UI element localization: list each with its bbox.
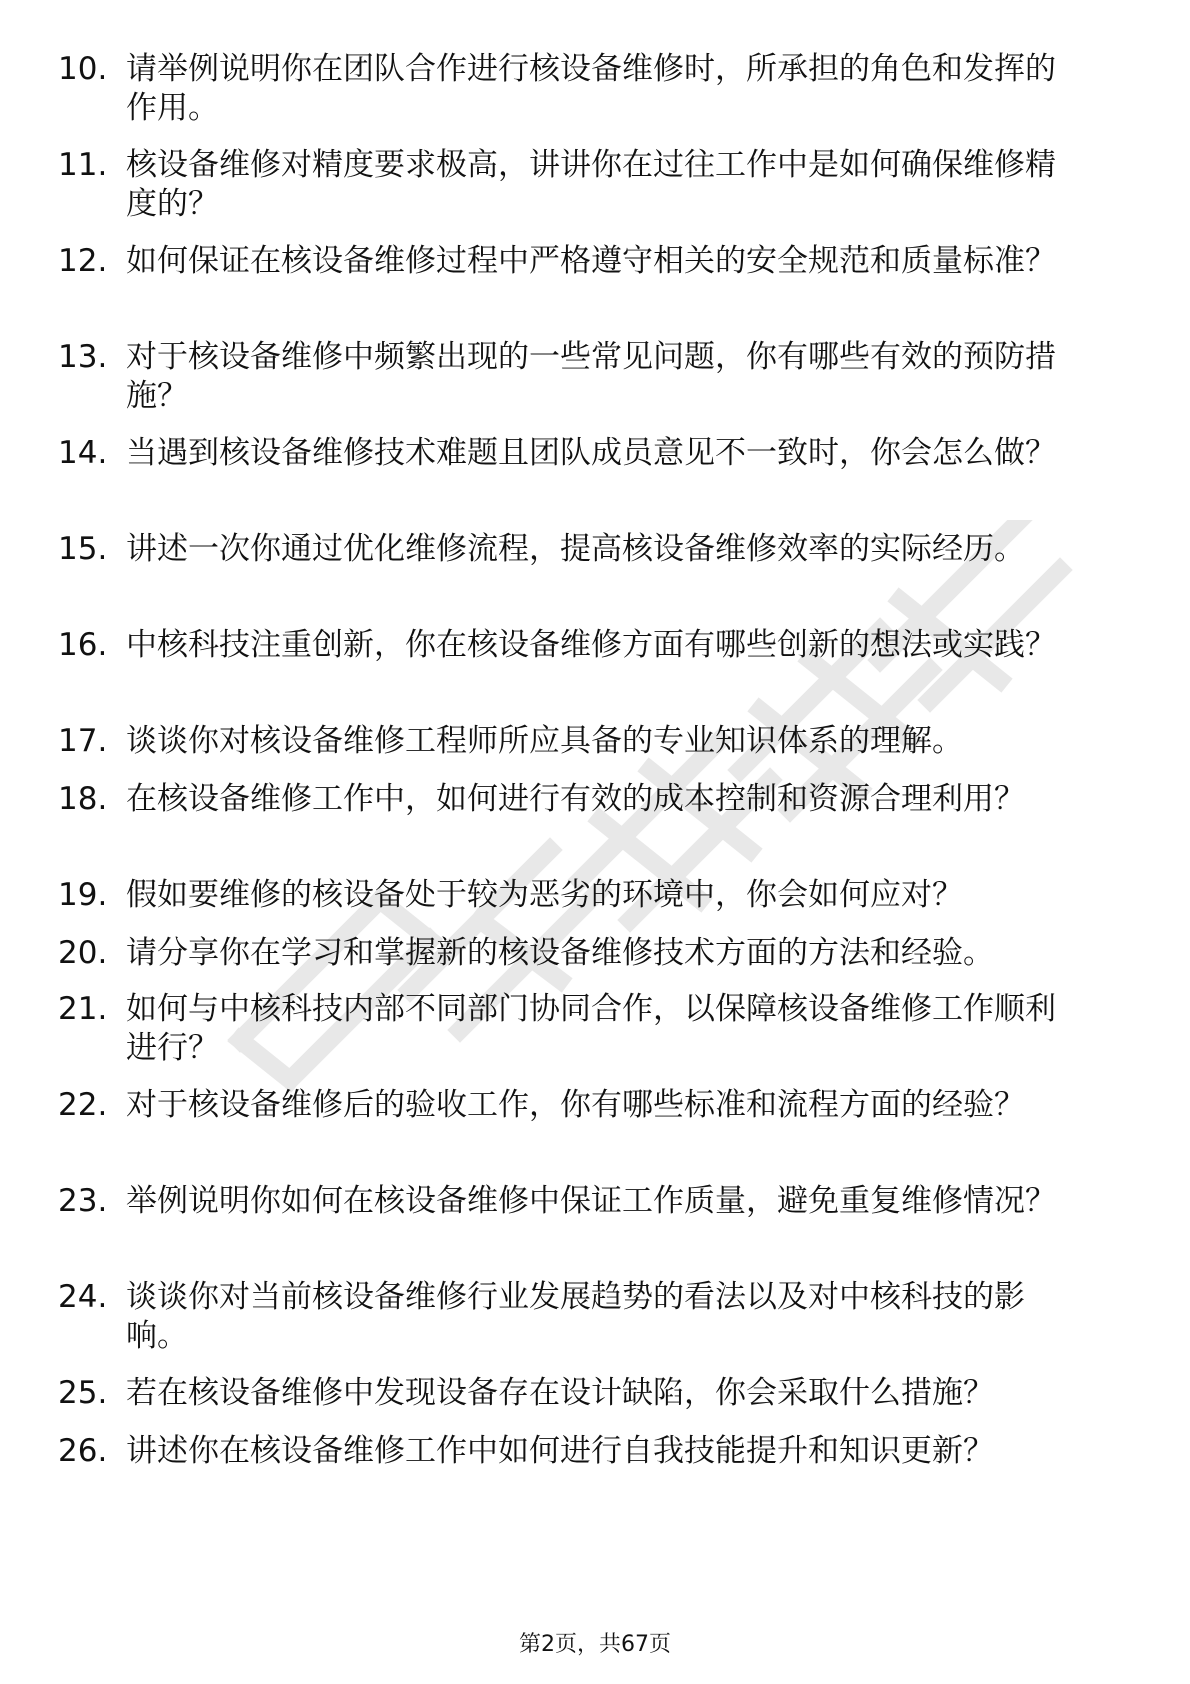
question-number: 20.	[58, 935, 108, 971]
list-item	[58, 1086, 1118, 1125]
question-text: 讲述一次你通过优化维修流程，提高核设备维修效率的实际经历。	[126, 531, 1025, 567]
question-number: 15.	[58, 531, 108, 567]
list-item	[58, 338, 1118, 416]
list-item	[58, 434, 1118, 473]
list-item	[58, 50, 1118, 128]
question-text: 谈谈你对当前核设备维修行业发展趋势的看法以及对中核科技的影响。	[126, 1279, 1025, 1354]
question-text: 谈谈你对核设备维修工程师所应具备的专业知识体系的理解。	[126, 723, 963, 759]
question-number: 18.	[58, 781, 108, 817]
question-text: 如何保证在核设备维修过程中严格遵守相关的安全规范和质量标准？	[126, 243, 1056, 279]
question-number: 24.	[58, 1279, 108, 1315]
list-item	[58, 242, 1118, 281]
page-number: 第2页，共67页	[519, 1632, 671, 1657]
question-text: 对于核设备维修后的验收工作，你有哪些标准和流程方面的经验？	[126, 1087, 1025, 1123]
question-text: 假如要维修的核设备处于较为恶劣的环境中，你会如何应对？	[126, 877, 963, 913]
list-item	[58, 722, 1118, 761]
question-number: 13.	[58, 339, 108, 375]
list-item	[58, 530, 1118, 569]
question-number: 14.	[58, 435, 108, 471]
question-text: 如何与中核科技内部不同部门协同合作，以保障核设备维修工作顺利进行？	[126, 991, 1056, 1066]
question-text: 请举例说明你在团队合作进行核设备维修时，所承担的角色和发挥的作用。	[126, 51, 1056, 126]
list-item	[58, 990, 1118, 1068]
list-item	[58, 1374, 1118, 1413]
list-item	[58, 146, 1118, 224]
list-item	[58, 1432, 1118, 1471]
question-number: 23.	[58, 1183, 108, 1219]
list-item	[58, 1182, 1118, 1221]
list-item	[58, 934, 1118, 973]
question-number: 17.	[58, 723, 108, 759]
question-text: 举例说明你如何在核设备维修中保证工作质量，避免重复维修情况？	[126, 1183, 1056, 1219]
question-number: 22.	[58, 1087, 108, 1123]
question-number: 12.	[58, 243, 108, 279]
list-item	[58, 876, 1118, 915]
question-number: 10.	[58, 51, 108, 87]
question-number: 16.	[58, 627, 108, 663]
question-text: 在核设备维修工作中，如何进行有效的成本控制和资源合理利用？	[126, 781, 1025, 817]
question-number: 25.	[58, 1375, 108, 1411]
question-number: 26.	[58, 1433, 108, 1469]
question-text: 若在核设备维修中发现设备存在设计缺陷，你会采取什么措施？	[126, 1375, 994, 1411]
question-number: 21.	[58, 991, 108, 1027]
question-text: 对于核设备维修中频繁出现的一些常见问题，你有哪些有效的预防措施？	[126, 339, 1056, 414]
question-text: 核设备维修对精度要求极高，讲讲你在过往工作中是如何确保维修精度的？	[126, 147, 1056, 222]
question-text: 中核科技注重创新，你在核设备维修方面有哪些创新的想法或实践？	[126, 627, 1056, 663]
list-item	[58, 1278, 1118, 1356]
question-text: 请分享你在学习和掌握新的核设备维修技术方面的方法和经验。	[126, 935, 994, 971]
question-number: 11.	[58, 147, 108, 183]
question-text: 讲述你在核设备维修工作中如何进行自我技能提升和知识更新？	[126, 1433, 994, 1469]
list-item	[58, 780, 1118, 819]
question-number: 19.	[58, 877, 108, 913]
question-text: 当遇到核设备维修技术难题且团队成员意见不一致时，你会怎么做？	[126, 435, 1056, 471]
list-item	[58, 626, 1118, 665]
